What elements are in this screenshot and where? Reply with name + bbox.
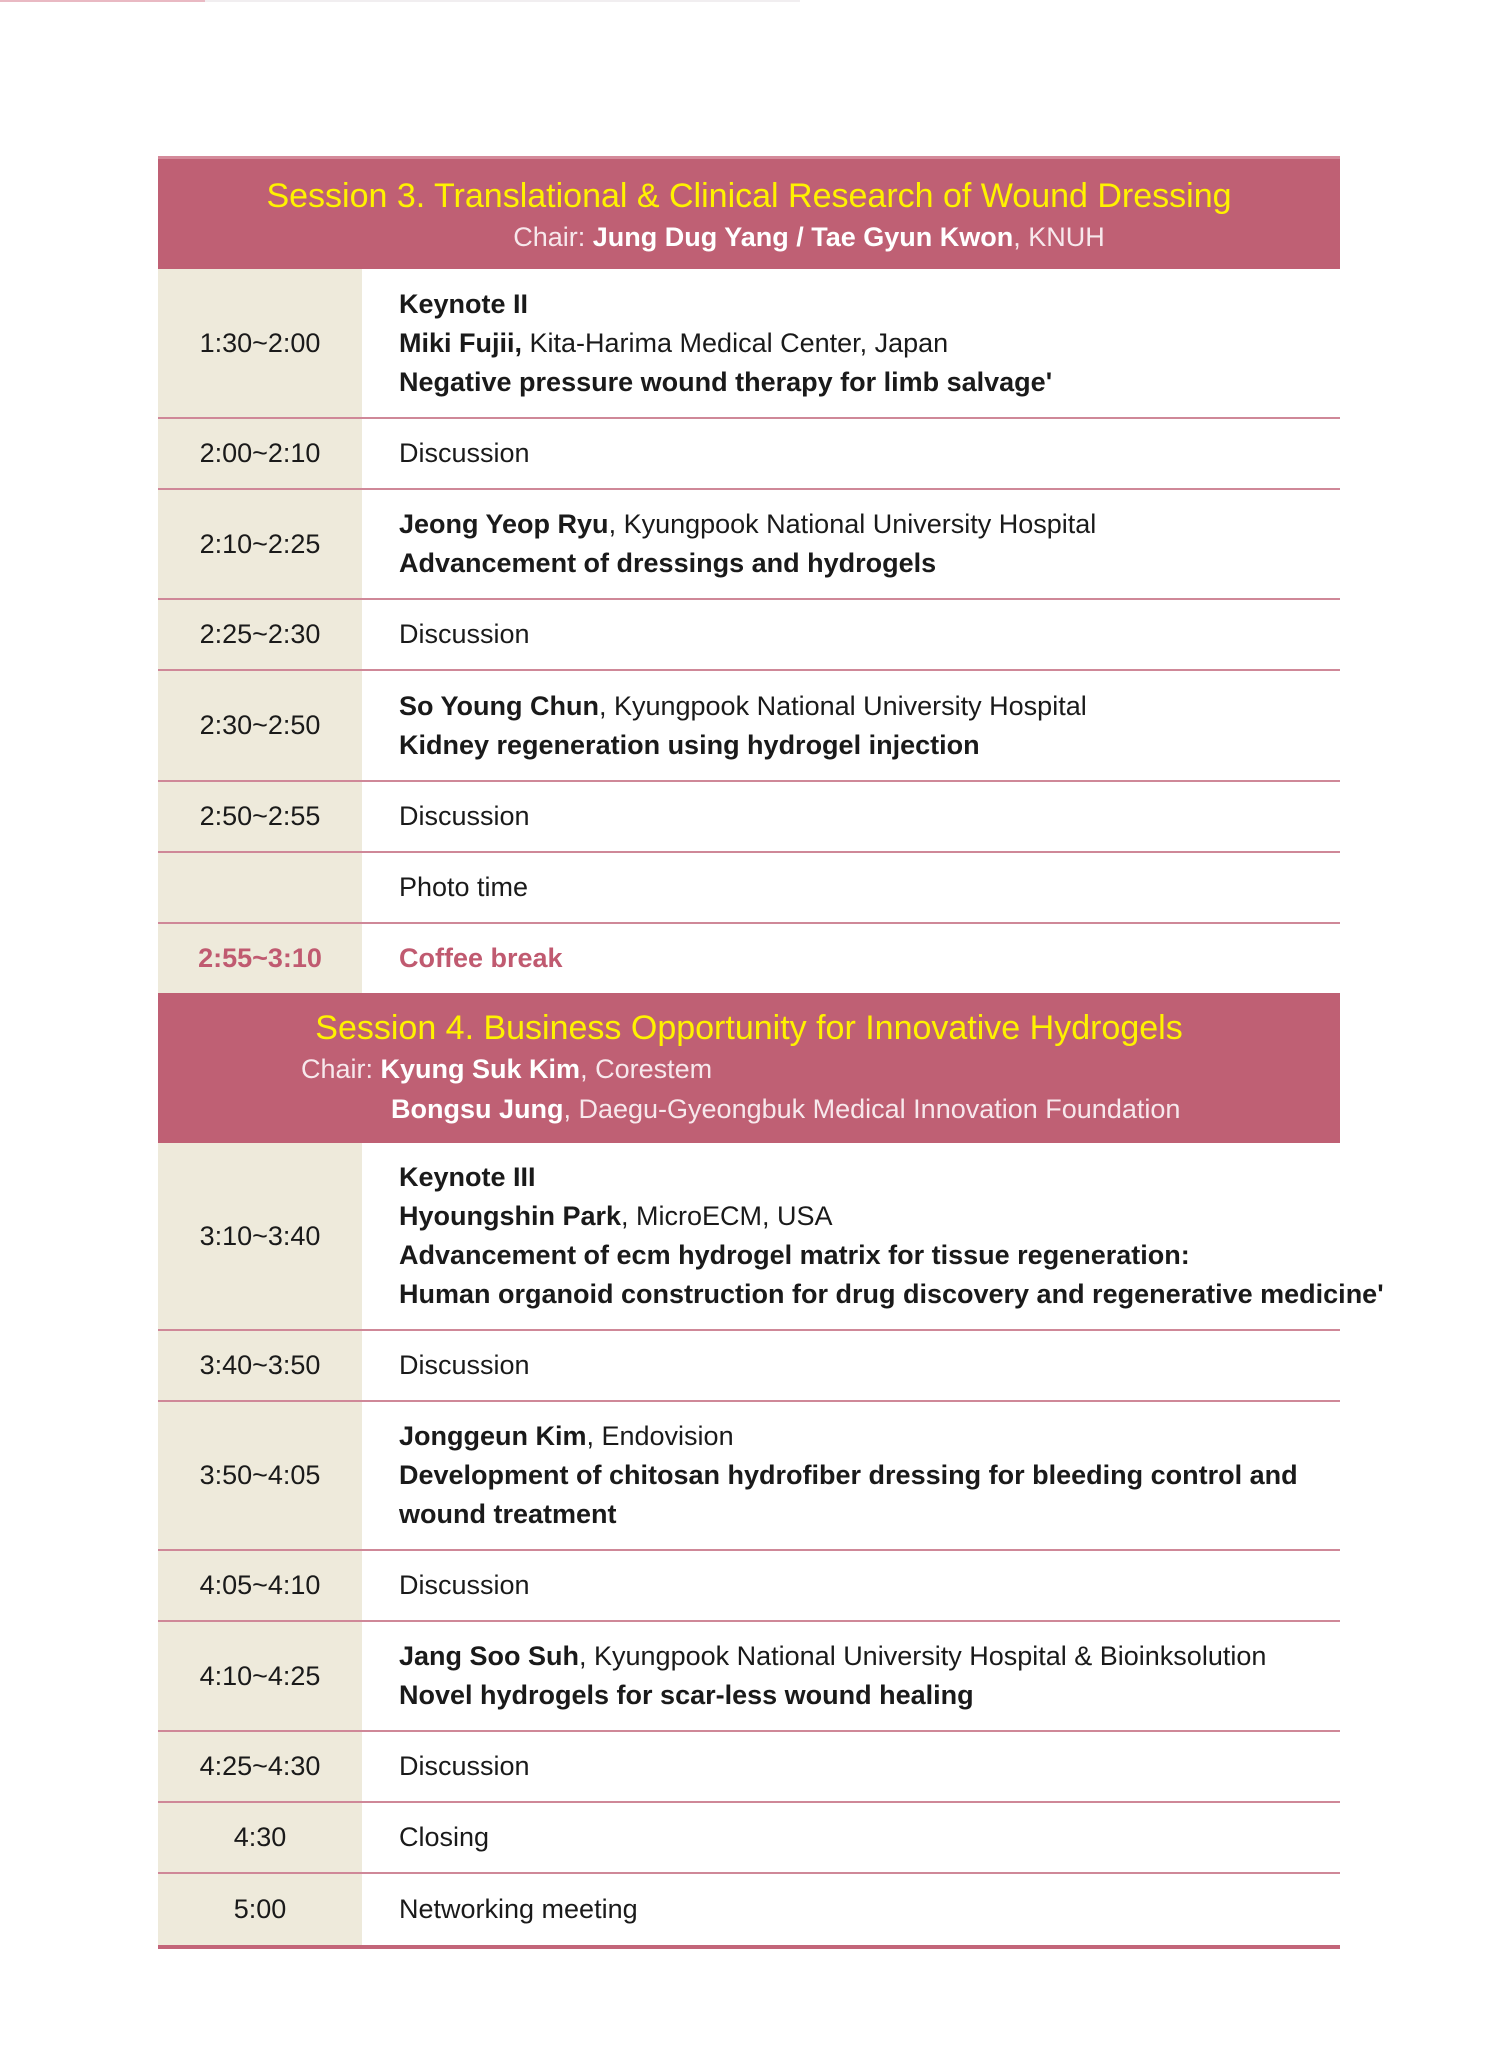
table-bottom-rule [158,1945,1340,1949]
table-row [158,1551,1340,1622]
chair-label: Chair: [301,1054,374,1084]
keynote-label: Keynote III [399,1162,536,1192]
talk-title-continued: wound treatment [399,1499,617,1529]
content-cell [362,1622,1340,1730]
speaker-line [399,1637,1340,1676]
speaker-affiliation: , Kyungpook National University Hospital & Bioinksolution [579,1641,1267,1671]
speaker-line [399,324,1340,363]
speaker-line [399,1417,1340,1456]
program-table [158,156,1384,1949]
talk-title: Kidney regeneration using hydrogel injection [399,729,980,760]
table-row [158,782,1340,853]
speaker-name: Jeong Yeop Ryu [399,509,609,539]
session-4-chairs [158,1049,1340,1129]
session-4-header [158,993,1340,1143]
content-cell: Discussion [399,619,530,649]
chair-label: Chair: [513,222,586,252]
speaker-line [399,687,1340,726]
time-cell: 3:10~3:40 [158,1143,362,1329]
time-cell: 2:00~2:10 [158,419,362,488]
time-cell: 2:10~2:25 [158,490,362,598]
speaker-line [399,505,1340,544]
talk-title: Novel hydrogels for scar-less wound healing [399,1680,974,1710]
time-cell: 1:30~2:00 [158,269,362,417]
speaker-name: Miki Fujii, [399,327,523,358]
content-cell: Discussion [399,1751,530,1781]
table-row [158,419,1340,490]
table-row [158,1803,1340,1874]
content-cell: Photo time [399,872,529,902]
speaker-affiliation: , MicroECM, USA [621,1201,833,1231]
session-3-chair [158,217,1340,257]
time-cell: 4:10~4:25 [158,1622,362,1730]
talk-title: Development of chitosan hydrofiber dressing for bleeding control and [399,1460,1298,1490]
time-cell: 2:25~2:30 [158,600,362,669]
time-cell: 2:50~2:55 [158,782,362,851]
session-3-title: Session 3. Translational & Clinical Research of Wound Dressing [266,177,1232,215]
content-cell: Closing [399,1822,490,1852]
time-cell: 3:40~3:50 [158,1331,362,1400]
table-row [158,1622,1340,1732]
talk-title: Advancement of dressings and hydrogels [399,548,937,578]
chair-affiliation: , KNUH [1013,222,1105,252]
talk-title: Negative pressure wound therapy for limb salvage' [399,366,1053,397]
table-row [158,1143,1384,1331]
table-row-coffee-break [158,924,1340,993]
speaker-affiliation: , Kyungpook National University Hospital [598,690,1087,721]
speaker-name: Jang Soo Suh [399,1641,580,1671]
time-cell: 4:05~4:10 [158,1551,362,1620]
table-row [158,600,1340,671]
content-cell: Discussion [399,801,530,831]
content-cell [362,1143,1384,1329]
table-row [158,1402,1340,1551]
speaker-name: Hyoungshin Park [399,1201,622,1231]
content-cell [362,1402,1340,1549]
speaker-name: So Young Chun [399,690,599,721]
table-row [158,1874,1340,1945]
content-cell: Discussion [399,1570,530,1600]
table-row [158,490,1340,600]
session-4-title: Session 4. Business Opportunity for Innovative Hydrogels [315,1009,1183,1047]
table-row [158,853,1340,924]
table-row [158,1732,1340,1803]
session-3-header [158,156,1340,269]
time-cell: 3:50~4:05 [158,1402,362,1549]
time-cell: 2:30~2:50 [158,671,362,780]
time-cell [158,853,362,922]
table-row [158,1331,1340,1402]
talk-title-continued: Human organoid construction for drug discovery and regenerative medicine' [399,1279,1384,1309]
time-cell: 5:00 [158,1874,362,1945]
content-cell [362,269,1340,417]
speaker-affiliation: , Endovision [586,1421,734,1451]
keynote-label: Keynote II [399,288,529,319]
content-cell: Discussion [399,438,530,468]
time-cell: 4:30 [158,1803,362,1872]
content-cell: Coffee break [399,943,563,973]
top-border-accent [0,0,205,2]
talk-title: Advancement of ecm hydrogel matrix for tissue regeneration: [399,1240,1190,1270]
content-cell [362,671,1340,780]
speaker-name: Jonggeun Kim [399,1421,587,1451]
chair-affiliation: , Corestem [580,1054,713,1084]
chair-name: Bongsu Jung [391,1094,564,1124]
content-cell: Discussion [399,1350,530,1380]
table-row [158,269,1340,419]
speaker-affiliation: Kita-Harima Medical Center, Japan [522,327,949,358]
content-cell: Networking meeting [399,1894,638,1924]
time-cell: 2:55~3:10 [158,924,362,993]
content-cell [362,490,1340,598]
session-4-chair-2 [301,1089,1340,1129]
speaker-line [399,1197,1384,1236]
chair-name: Kyung Suk Kim [380,1054,581,1084]
time-cell: 4:25~4:30 [158,1732,362,1801]
chair-names: Jung Dug Yang / Tae Gyun Kwon [592,222,1014,252]
table-row [158,671,1340,782]
speaker-affiliation: , Kyungpook National University Hospital [608,509,1097,539]
chair-affiliation: , Daegu-Gyeongbuk Medical Innovation Foundation [563,1094,1181,1124]
session-4-chair-1 [301,1049,1340,1089]
